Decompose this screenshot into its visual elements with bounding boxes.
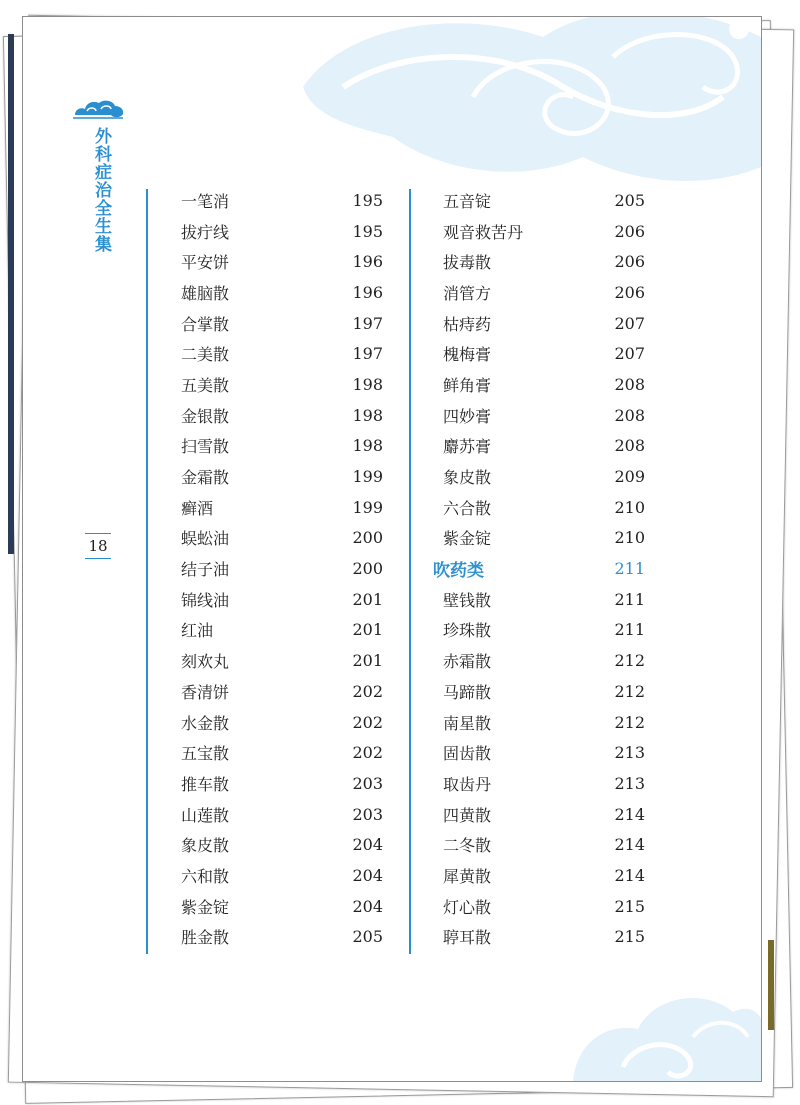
toc-entry-name: 取齿丹: [443, 774, 492, 794]
toc-entry-page: 204: [352, 896, 383, 916]
toc-entry-name: 一笔消: [181, 191, 230, 211]
book-title: 外科症治全生集: [91, 127, 111, 253]
toc-entry-name: 拔疔线: [181, 222, 230, 242]
page-number: 18: [88, 537, 108, 555]
toc-entry-page: 206: [614, 252, 645, 272]
toc-entry-page: 196: [352, 252, 383, 272]
toc-entry-name: 拔毒散: [443, 253, 492, 273]
toc-entry-name: 推车散: [181, 774, 230, 794]
toc-entry: [443, 799, 645, 830]
toc-entry-page: 214: [614, 804, 645, 824]
toc-entry-name: 马蹄散: [443, 682, 492, 702]
toc-entry: [443, 308, 645, 339]
toc-entry-name: 四妙膏: [443, 406, 492, 426]
toc-entry-name: 鲜角膏: [443, 375, 492, 395]
toc-entry-name: 香清饼: [181, 682, 230, 702]
book-edge-left: [8, 34, 14, 554]
decorative-cloud-bottom: [563, 967, 762, 1082]
toc-entry-name: 蜈蚣油: [181, 529, 230, 549]
toc-left-column: [181, 185, 383, 952]
toc-entry-page: 202: [352, 681, 383, 701]
toc-entry: [181, 768, 383, 799]
toc-entry: [181, 829, 383, 860]
toc-entry: [181, 185, 383, 216]
toc-entry-name: 红油: [181, 621, 214, 641]
toc-entry-name: 消管方: [443, 283, 492, 303]
toc-entry-name: 山莲散: [181, 805, 230, 825]
toc-entry-page: 213: [614, 773, 645, 793]
toc-entry-name: 固齿散: [443, 744, 492, 764]
toc-entry-name: 五音锭: [443, 191, 492, 211]
toc-entry-page: 199: [352, 467, 383, 487]
toc-entry: [181, 461, 383, 492]
toc-entry-page: 201: [352, 651, 383, 671]
toc-entry: [181, 676, 383, 707]
right-column-rule: [409, 189, 411, 954]
toc-entry: [443, 768, 645, 799]
toc-entry-page: 213: [614, 743, 645, 763]
toc-entry: [443, 584, 645, 615]
toc-entry-name: 二冬散: [443, 836, 492, 856]
toc-entry-name: 紫金锭: [181, 897, 230, 917]
toc-entry-page: 214: [614, 865, 645, 885]
toc-entry-page: 201: [352, 620, 383, 640]
toc-entry-page: 207: [614, 313, 645, 333]
toc-entry: [181, 277, 383, 308]
toc-entry-page: 202: [352, 743, 383, 763]
toc-entry: [443, 615, 645, 646]
left-column-rule: [146, 189, 148, 954]
toc-entry-page: 210: [614, 528, 645, 548]
toc-entry-page: 205: [352, 927, 383, 947]
toc-entry-name: 刻欢丸: [181, 652, 230, 672]
toc-entry: [443, 277, 645, 308]
toc-entry-page: 207: [614, 344, 645, 364]
toc-entry-name: 水金散: [181, 713, 230, 733]
toc-entry-name: 雄脑散: [181, 283, 230, 303]
toc-entry-page: 208: [614, 436, 645, 456]
toc-entry-page: 214: [614, 835, 645, 855]
toc-entry: [181, 860, 383, 891]
toc-category-page: 211: [614, 559, 645, 579]
toc-entry: [443, 707, 645, 738]
toc-entry: [443, 216, 645, 247]
toc-entry-name: 金银散: [181, 406, 230, 426]
toc-entry-page: 199: [352, 497, 383, 517]
toc-entry-page: 201: [352, 589, 383, 609]
toc-right-column: [433, 185, 645, 952]
toc-entry-page: 200: [352, 528, 383, 548]
toc-entry: [181, 799, 383, 830]
toc-entry-page: 195: [352, 190, 383, 210]
toc-entry-name: 五宝散: [181, 744, 230, 764]
toc-entry-page: 208: [614, 405, 645, 425]
toc-entry: [443, 246, 645, 277]
toc-entry-name: 南星散: [443, 713, 492, 733]
toc-entry: [443, 645, 645, 676]
toc-entry: [181, 584, 383, 615]
page-number-rule-bottom: [85, 558, 111, 559]
toc-entry-name: 二美散: [181, 345, 230, 365]
toc-category-heading: [433, 553, 645, 584]
decorative-cloud-top: [283, 17, 761, 207]
toc-entry-page: 204: [352, 835, 383, 855]
toc-entry: [443, 431, 645, 462]
toc-entry-name: 槐梅膏: [443, 345, 492, 365]
toc-entry: [181, 523, 383, 554]
toc-entry-name: 灯心散: [443, 897, 492, 917]
toc-entry-name: 癣酒: [181, 498, 214, 518]
toc-entry-page: 205: [614, 190, 645, 210]
toc-entry-page: 204: [352, 865, 383, 885]
toc-entry-page: 203: [352, 804, 383, 824]
toc-entry: [443, 523, 645, 554]
toc-entry: [443, 400, 645, 431]
toc-category-name: 吹药类: [433, 561, 484, 582]
book-edge-right: [768, 940, 774, 1030]
toc-entry-name: 象皮散: [443, 468, 492, 488]
toc-entry: [181, 492, 383, 523]
toc-entry-page: 212: [614, 681, 645, 701]
toc-entry-name: 胜金散: [181, 928, 230, 948]
toc-entry: [443, 185, 645, 216]
toc-entry-page: 215: [614, 896, 645, 916]
toc-entry-name: 四黄散: [443, 805, 492, 825]
toc-entry-name: 麝苏膏: [443, 437, 492, 457]
toc-entry-page: 197: [352, 313, 383, 333]
toc-entry-name: 赤霜散: [443, 652, 492, 672]
toc-entry: [181, 645, 383, 676]
toc-entry-name: 扫雪散: [181, 437, 230, 457]
toc-entry: [181, 431, 383, 462]
toc-entry-page: 206: [614, 221, 645, 241]
toc-entry-page: 196: [352, 282, 383, 302]
cloud-logo-icon: [73, 97, 125, 121]
toc-page: [22, 16, 762, 1082]
toc-entry: [443, 369, 645, 400]
toc-entry: [181, 553, 383, 584]
toc-entry: [181, 369, 383, 400]
toc-entry: [181, 737, 383, 768]
toc-entry-page: 202: [352, 712, 383, 732]
toc-entry-name: 壁钱散: [443, 590, 492, 610]
toc-entry: [443, 676, 645, 707]
toc-entry: [443, 829, 645, 860]
toc-entry-page: 212: [614, 712, 645, 732]
toc-entry: [443, 492, 645, 523]
toc-entry: [443, 922, 645, 953]
toc-entry-page: 211: [614, 620, 645, 640]
toc-entry: [181, 707, 383, 738]
toc-entry-name: 珍珠散: [443, 621, 492, 641]
toc-entry-page: 198: [352, 436, 383, 456]
toc-entry-page: 195: [352, 221, 383, 241]
toc-entry-name: 锦线油: [181, 590, 230, 610]
toc-entry: [443, 338, 645, 369]
toc-entry: [443, 461, 645, 492]
toc-entry: [443, 891, 645, 922]
toc-entry-page: 203: [352, 773, 383, 793]
toc-entry: [181, 922, 383, 953]
toc-entry-page: 209: [614, 467, 645, 487]
toc-entry-page: 211: [614, 589, 645, 609]
toc-entry: [181, 338, 383, 369]
toc-entry-page: 212: [614, 651, 645, 671]
toc-entry-name: 五美散: [181, 375, 230, 395]
toc-entry: [181, 246, 383, 277]
toc-entry-page: 198: [352, 405, 383, 425]
toc-entry-name: 聤耳散: [443, 928, 492, 948]
toc-entry-name: 象皮散: [181, 836, 230, 856]
toc-entry: [181, 891, 383, 922]
toc-entry: [443, 860, 645, 891]
toc-entry-page: 197: [352, 344, 383, 364]
page-number-block: [85, 533, 111, 559]
toc-entry-name: 平安饼: [181, 253, 230, 273]
toc-entry: [181, 308, 383, 339]
toc-entry-name: 紫金锭: [443, 529, 492, 549]
toc-entry-page: 206: [614, 282, 645, 302]
toc-entry-page: 215: [614, 927, 645, 947]
toc-entry-name: 犀黄散: [443, 866, 492, 886]
toc-entry-name: 六和散: [181, 866, 230, 886]
toc-entry: [443, 737, 645, 768]
toc-entry-name: 观音救苦丹: [443, 222, 524, 242]
toc-entry-page: 198: [352, 374, 383, 394]
toc-entry-name: 合掌散: [181, 314, 230, 334]
toc-entry-name: 六合散: [443, 498, 492, 518]
toc-entry: [181, 400, 383, 431]
toc-entry-name: 枯痔药: [443, 314, 492, 334]
toc-entry-name: 金霜散: [181, 468, 230, 488]
toc-entry-page: 200: [352, 559, 383, 579]
toc-entry: [181, 615, 383, 646]
toc-entry-page: 208: [614, 374, 645, 394]
toc-entry: [181, 216, 383, 247]
toc-entry-page: 210: [614, 497, 645, 517]
toc-entry-name: 结子油: [181, 560, 230, 580]
